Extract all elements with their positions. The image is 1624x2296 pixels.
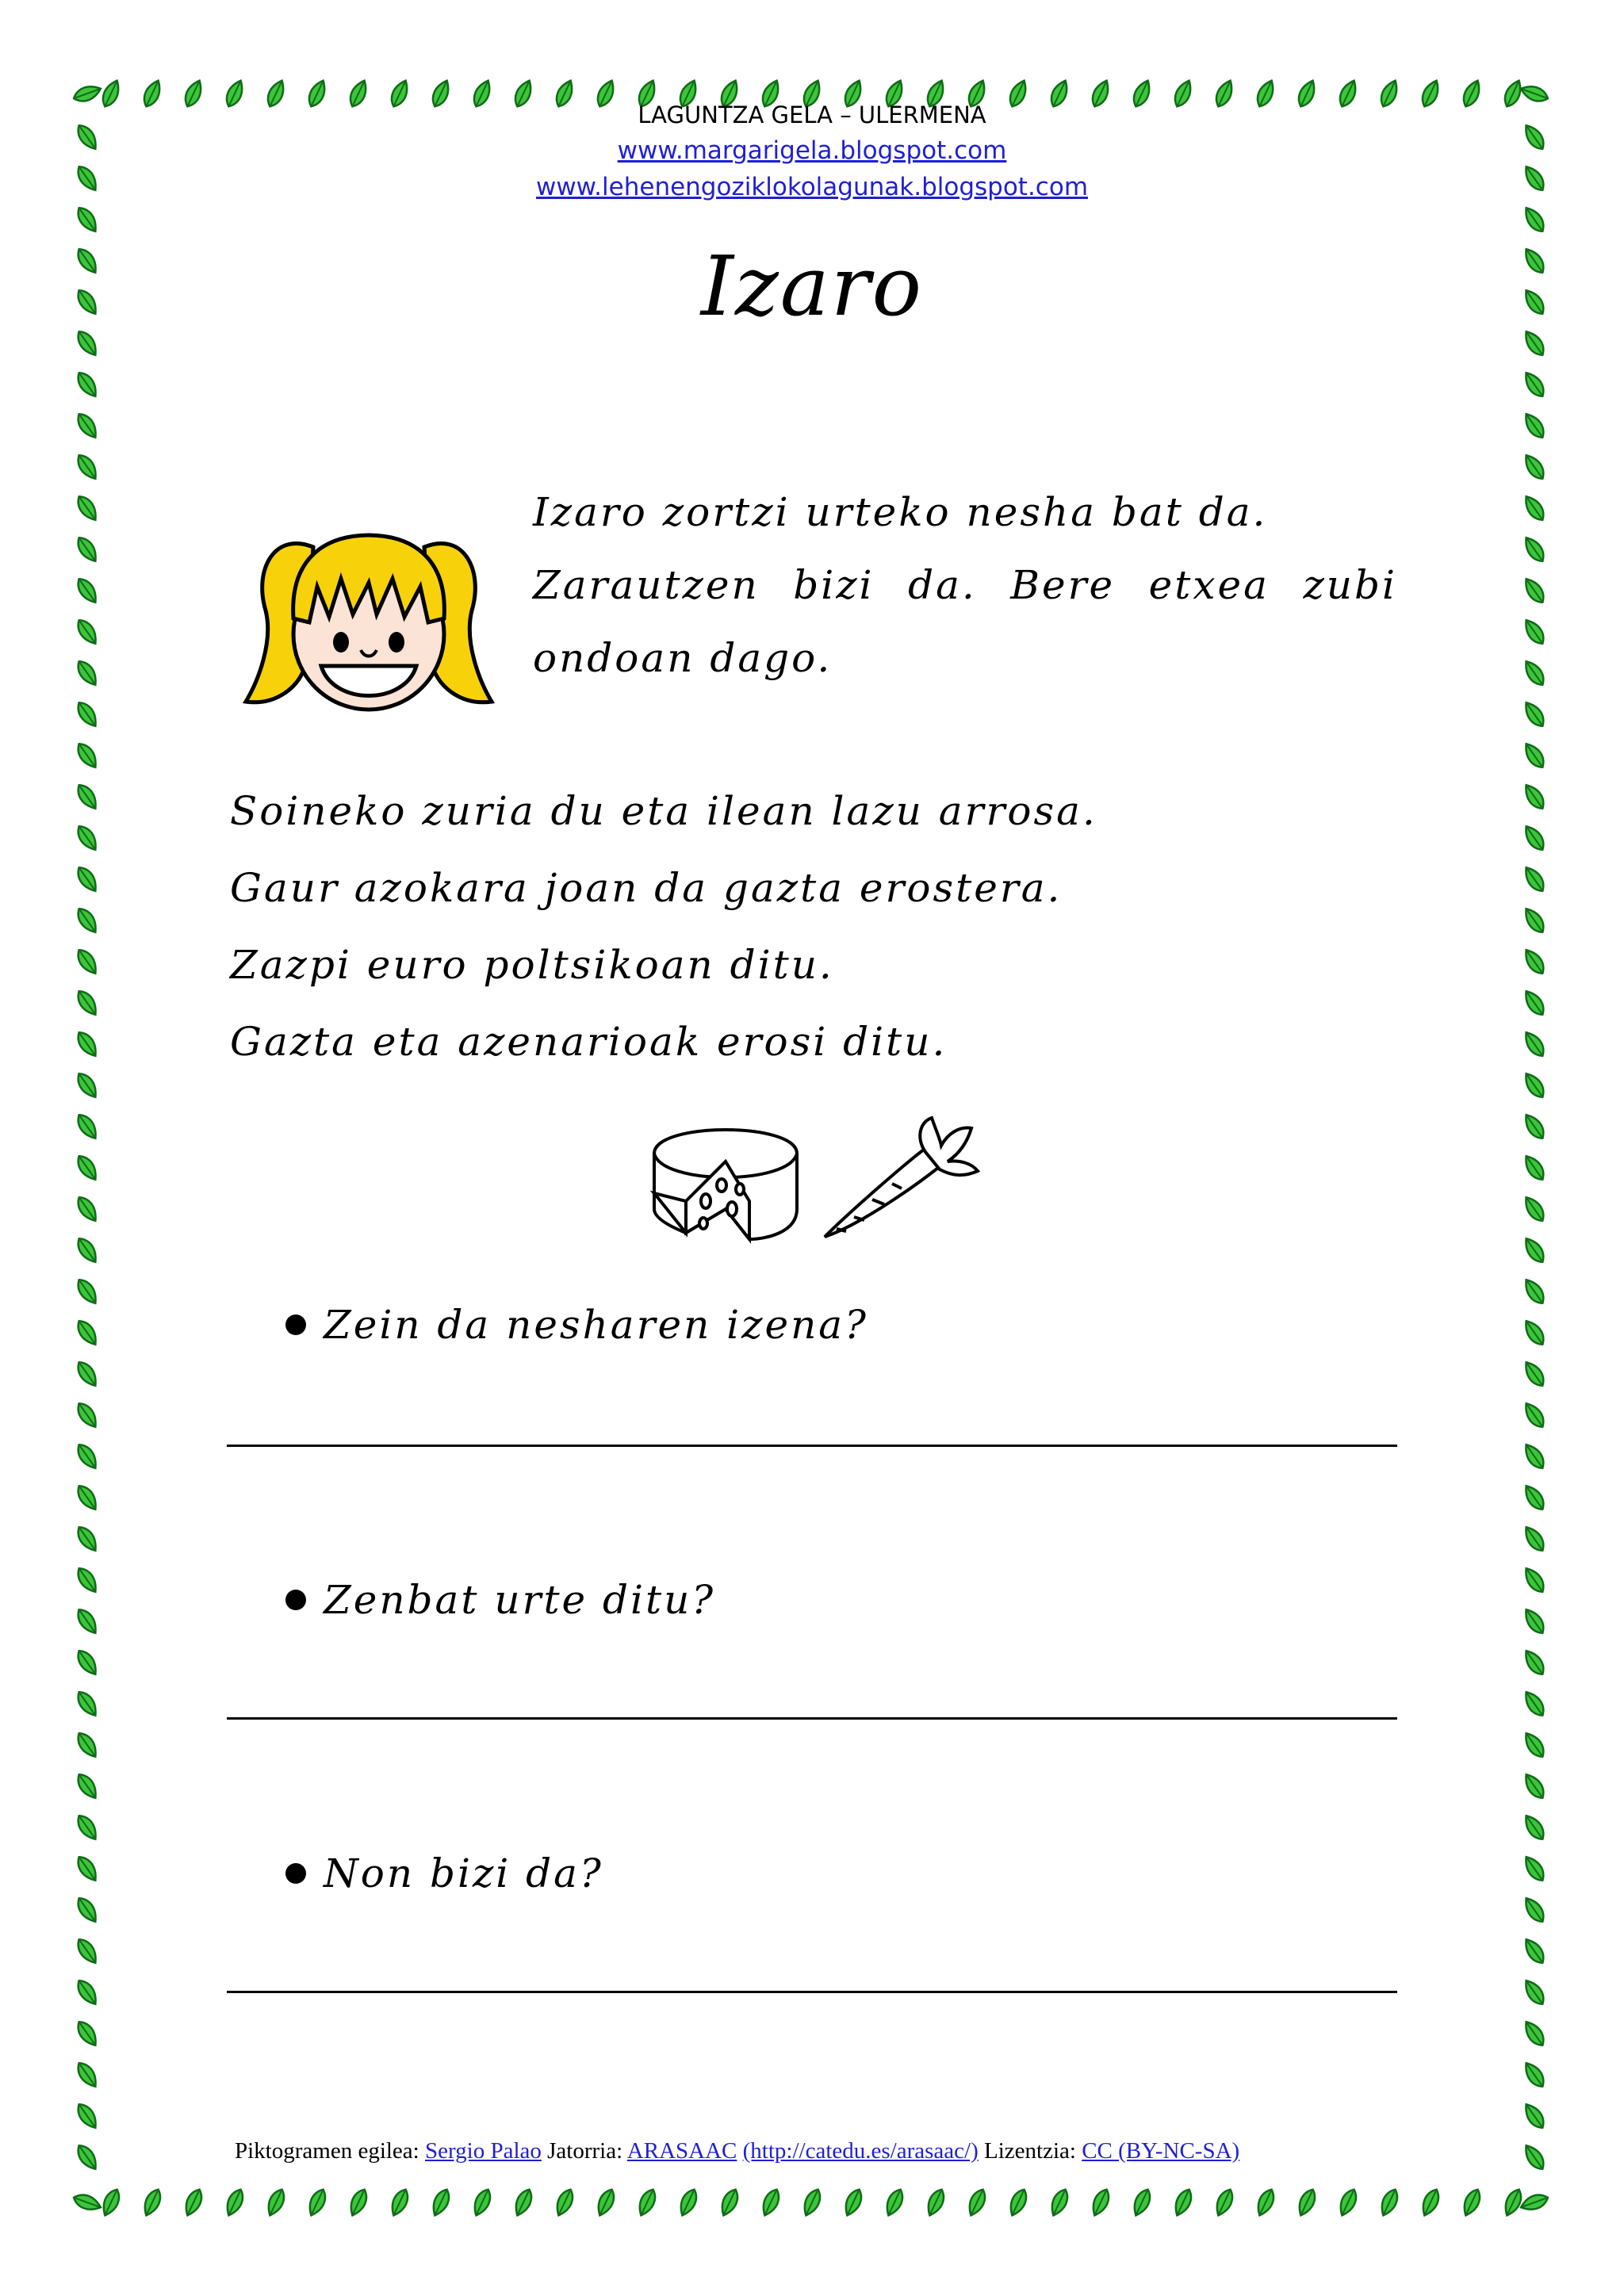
border-leaf-icon [1519, 2191, 1549, 2214]
blog-link-margarigela[interactable]: www.margarigela.blogspot.com [617, 136, 1007, 165]
border-leaf-icon [1521, 617, 1548, 648]
border-leaf-icon [74, 1565, 101, 1596]
author-label: Piktogramen egilea: [235, 2138, 419, 2164]
border-leaf-icon [1521, 2142, 1548, 2173]
bullet-icon [285, 1863, 306, 1884]
border-leaf-icon [74, 1235, 101, 1266]
border-leaf-icon [74, 988, 101, 1019]
bullet-icon [285, 1590, 306, 1610]
border-leaf-icon [74, 411, 101, 442]
border-leaf-icon [74, 1689, 101, 1720]
border-leaf-icon [1521, 1606, 1548, 1637]
border-leaf-icon [347, 2187, 370, 2218]
border-leaf-icon [800, 2187, 824, 2218]
story-line-2: Gaur azokara joan da gazta erostera. [230, 865, 1063, 911]
border-leaf-icon [1521, 2101, 1548, 2132]
border-leaf-icon [74, 864, 101, 895]
border-leaf-icon [1521, 2019, 1548, 2049]
source-label: Jatorria: [547, 2138, 623, 2164]
license-link[interactable]: CC (BY-NC-SA) [1082, 2138, 1240, 2164]
border-leaf-icon [553, 2187, 576, 2218]
question-name [285, 1299, 868, 1348]
question-text: Zein da nesharen izena? [324, 1302, 868, 1348]
border-leaf-icon [74, 1029, 101, 1060]
border-leaf-icon [74, 452, 101, 483]
border-leaf-icon [74, 905, 101, 936]
border-leaf-icon [1521, 534, 1548, 565]
border-leaf-icon [1521, 823, 1548, 854]
border-leaf-icon [511, 2187, 535, 2218]
border-leaf-icon [74, 782, 101, 813]
border-leaf-icon [1521, 988, 1548, 1019]
border-leaf-icon [1460, 2187, 1484, 2218]
border-leaf-icon [74, 1936, 101, 1967]
border-leaf-icon [429, 2187, 453, 2218]
border-leaf-icon [1521, 1895, 1548, 1926]
border-leaf-icon [74, 1194, 101, 1225]
border-leaf-icon [1521, 1029, 1548, 1060]
border-leaf-icon [1521, 1524, 1548, 1555]
credits-footer [235, 2138, 1239, 2164]
border-leaf-icon [74, 493, 101, 524]
border-leaf-icon [74, 1112, 101, 1142]
border-leaf-icon [470, 2187, 494, 2218]
border-leaf-icon [74, 740, 101, 771]
intro-paragraph [533, 476, 1397, 695]
border-leaf-icon [74, 2019, 101, 2049]
border-leaf-icon [676, 2187, 700, 2218]
border-leaf-icon [1521, 2060, 1548, 2091]
border-leaf-icon [1521, 1771, 1548, 1802]
border-leaf-icon [74, 1400, 101, 1431]
border-leaf-icon [1521, 452, 1548, 483]
border-leaf-icon [1521, 576, 1548, 607]
border-leaf-icon [1521, 1441, 1548, 1472]
border-leaf-icon [635, 2187, 659, 2218]
border-leaf-icon [74, 1812, 101, 1843]
border-leaf-icon [1521, 1112, 1548, 1142]
story-paragraph [230, 773, 1419, 1081]
border-leaf-icon [1212, 2187, 1236, 2218]
border-leaf-icon [1336, 2187, 1360, 2218]
border-leaf-icon [223, 2187, 247, 2218]
border-leaf-icon [74, 2142, 101, 2173]
border-leaf-icon [140, 2187, 164, 2218]
border-leaf-icon [1171, 2187, 1195, 2218]
border-leaf-icon [1521, 1647, 1548, 1678]
border-leaf-icon [965, 2187, 989, 2218]
story-line-1: Soineko zuria du eta ilean lazu arrosa. [230, 788, 1097, 834]
border-leaf-icon [74, 2101, 101, 2132]
border-leaf-icon [182, 2187, 205, 2218]
border-leaf-icon [1501, 2187, 1525, 2218]
border-leaf-icon [1048, 2187, 1071, 2218]
border-leaf-icon [1521, 1318, 1548, 1349]
border-leaf-icon [305, 2187, 329, 2218]
border-leaf-icon [1521, 1194, 1548, 1225]
question-text: Non bizi da? [324, 1850, 603, 1896]
border-leaf-icon [74, 1977, 101, 2008]
carrot-icon [825, 1118, 978, 1237]
border-leaf-icon [74, 823, 101, 854]
border-leaf-icon [74, 1854, 101, 1885]
girl-face-icon [242, 523, 496, 714]
cheese-icon [654, 1130, 797, 1239]
border-leaf-icon [74, 699, 101, 730]
border-leaf-icon [1521, 699, 1548, 730]
border-leaf-icon [74, 947, 101, 978]
border-leaf-icon [1521, 740, 1548, 771]
license-label: Lizentzia: [984, 2138, 1076, 2164]
border-leaf-icon [1521, 1483, 1548, 1513]
answer-line-3[interactable] [227, 1991, 1397, 1993]
author-link[interactable]: Sergio Palao [425, 2138, 542, 2164]
answer-line-1[interactable] [227, 1445, 1397, 1447]
border-leaf-icon [71, 2191, 102, 2214]
border-leaf-icon [74, 369, 101, 400]
border-leaf-icon [74, 576, 101, 607]
question-age [285, 1574, 715, 1623]
border-leaf-icon [841, 2187, 865, 2218]
border-leaf-icon [1521, 864, 1548, 895]
border-leaf-icon [1521, 493, 1548, 524]
border-leaf-icon [74, 1771, 101, 1802]
border-leaf-icon [74, 1276, 101, 1307]
border-leaf-icon [1521, 1400, 1548, 1431]
border-leaf-icon [1521, 1153, 1548, 1184]
border-leaf-icon [1089, 2187, 1113, 2218]
border-leaf-icon [1521, 1936, 1548, 1967]
border-leaf-icon [1521, 1689, 1548, 1720]
page-title: Izaro [700, 238, 924, 335]
border-leaf-icon [74, 617, 101, 648]
bullet-icon [285, 1314, 306, 1335]
border-leaf-icon [1254, 2187, 1277, 2218]
question-text: Zenbat urte ditu? [324, 1577, 716, 1623]
border-leaf-icon [74, 658, 101, 689]
border-leaf-icon [1521, 1276, 1548, 1307]
border-leaf-icon [1006, 2187, 1030, 2218]
border-leaf-icon [1521, 1235, 1548, 1266]
border-leaf-icon [99, 2187, 123, 2218]
story-line-4: Gazta eta azenarioak erosi ditu. [230, 1019, 948, 1065]
border-leaf-icon [74, 205, 101, 235]
border-leaf-icon [1521, 1359, 1548, 1390]
border-leaf-icon [74, 1895, 101, 1926]
food-pictograms [646, 1106, 995, 1249]
border-leaf-icon [74, 1730, 101, 1761]
border-leaf-icon [74, 1483, 101, 1513]
border-leaf-icon [1521, 1977, 1548, 2008]
border-leaf-icon [1521, 205, 1548, 235]
header-title: LAGUNTZA GELA – ULERMENA [638, 101, 986, 128]
border-leaf-icon [1130, 2187, 1154, 2218]
border-leaf-icon [1521, 1854, 1548, 1885]
border-leaf-icon [1521, 369, 1548, 400]
border-leaf-icon [1377, 2187, 1401, 2218]
source-link[interactable]: ARASAAC [626, 2138, 737, 2164]
border-leaf-icon [718, 2187, 741, 2218]
border-leaf-icon [1295, 2187, 1319, 2218]
border-leaf-icon [74, 2060, 101, 2091]
border-leaf-icon [759, 2187, 783, 2218]
story-line-3: Zazpi euro poltsikoan ditu. [230, 942, 834, 988]
border-leaf-icon [1419, 2187, 1442, 2218]
border-leaf-icon [74, 1441, 101, 1472]
intro-line-2: Zarautzen bizi da. Bere etxea zubi [533, 562, 1397, 608]
question-residence [285, 1847, 603, 1896]
border-leaf-icon [388, 2187, 412, 2218]
border-leaf-icon [74, 1070, 101, 1101]
border-leaf-icon [1521, 411, 1548, 442]
border-leaf-icon [264, 2187, 288, 2218]
border-leaf-icon [74, 534, 101, 565]
border-leaf-icon [74, 1359, 101, 1390]
border-leaf-icon [1521, 1565, 1548, 1596]
border-leaf-icon [1521, 947, 1548, 978]
border-leaf-icon [883, 2187, 906, 2218]
intro-line-1: Izaro zortzi urteko nesha bat da. [533, 489, 1268, 535]
blog-link-lehenengoziklokolagunak[interactable]: www.lehenengoziklokolagunak.blogspot.com [535, 173, 1089, 201]
border-leaf-icon [74, 1524, 101, 1555]
border-leaf-icon [924, 2187, 948, 2218]
border-leaf-icon [1521, 1070, 1548, 1101]
border-leaf-icon [74, 1318, 101, 1349]
border-leaf-icon [1521, 658, 1548, 689]
border-leaf-icon [74, 1153, 101, 1184]
border-leaf-icon [1521, 782, 1548, 813]
border-leaf-icon [1521, 905, 1548, 936]
source-url-link[interactable]: (http://catedu.es/arasaac/) [742, 2138, 979, 2164]
border-leaf-icon [594, 2187, 618, 2218]
border-leaf-icon [1521, 1730, 1548, 1761]
answer-line-2[interactable] [227, 1717, 1397, 1720]
border-leaf-icon [1521, 1812, 1548, 1843]
border-leaf-icon [74, 1606, 101, 1637]
intro-line-3: ondoan dago. [533, 635, 833, 681]
border-leaf-icon [74, 1647, 101, 1678]
